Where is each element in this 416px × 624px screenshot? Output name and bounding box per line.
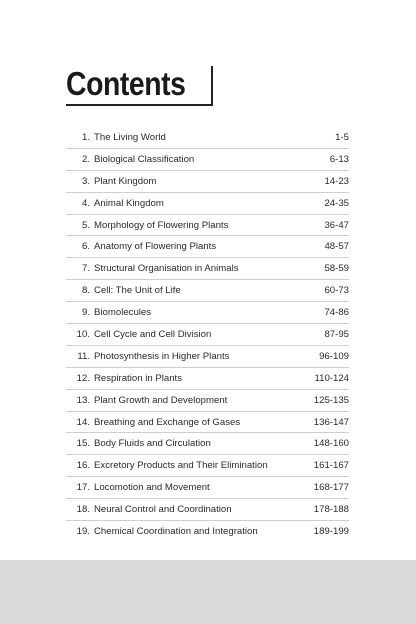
chapter-title: Chemical Coordination and Integration (94, 526, 258, 538)
chapter-number: 15. (76, 438, 90, 450)
toc-entry[interactable] (66, 149, 349, 171)
chapter-title: Cell Cycle and Cell Division (94, 328, 212, 340)
chapter-number: 3. (81, 175, 90, 187)
chapter-number: 12. (76, 372, 90, 384)
chapter-page-range: 136-147 (313, 416, 349, 428)
toc-entry[interactable] (66, 433, 349, 455)
chapter-page-range: 36-47 (324, 219, 349, 231)
toc-entry[interactable] (66, 521, 349, 543)
chapter-number: 9. (81, 307, 90, 319)
chapter-title: Plant Growth and Development (94, 394, 228, 406)
chapter-number: 1. (81, 131, 90, 143)
chapter-title: The Living World (94, 131, 166, 143)
toc-entry[interactable] (66, 127, 349, 149)
chapter-number: 8. (81, 285, 90, 297)
chapter-page-range: 74-86 (324, 307, 349, 319)
chapter-title: Biomolecules (94, 307, 152, 319)
chapter-page-range: 60-73 (324, 285, 349, 297)
toc-entry[interactable] (66, 193, 349, 215)
chapter-page-range: 87-95 (324, 328, 349, 340)
chapter-page-range: 178-188 (313, 504, 349, 516)
toc-entry[interactable] (66, 346, 349, 368)
chapter-title: Plant Kingdom (94, 175, 157, 187)
toc-entry[interactable] (66, 215, 349, 237)
toc-entry[interactable] (66, 499, 349, 521)
chapter-page-range: 125-135 (313, 394, 349, 406)
chapter-title: Neural Control and Coordination (94, 504, 232, 516)
toc-entry[interactable] (66, 236, 349, 258)
chapter-number: 4. (81, 197, 90, 209)
toc-entry[interactable] (66, 302, 349, 324)
chapter-title: Photosynthesis in Higher Plants (94, 350, 230, 362)
toc-entry[interactable] (66, 477, 349, 499)
contents-heading (66, 66, 213, 106)
chapter-title: Structural Organisation in Animals (94, 263, 239, 275)
chapter-page-range: 48-57 (324, 241, 349, 253)
chapter-page-range: 24-35 (324, 197, 349, 209)
chapter-page-range: 96-109 (319, 350, 349, 362)
chapter-title: Anatomy of Flowering Plants (94, 241, 217, 253)
chapter-number: 2. (81, 153, 90, 165)
chapter-number: 19. (76, 526, 90, 538)
chapter-number: 16. (76, 460, 90, 472)
chapter-title: Body Fluids and Circulation (94, 438, 211, 450)
chapter-number: 17. (76, 482, 90, 494)
toc-entry[interactable] (66, 280, 349, 302)
chapter-page-range: 58-59 (324, 263, 349, 275)
chapter-title: Breathing and Exchange of Gases (94, 416, 241, 428)
chapter-number: 14. (76, 416, 90, 428)
toc-entry[interactable] (66, 324, 349, 346)
chapter-page-range: 1-5 (335, 131, 349, 143)
chapter-title: Morphology of Flowering Plants (94, 219, 229, 231)
chapter-number: 11. (77, 350, 90, 362)
chapter-title: Cell: The Unit of Life (94, 285, 181, 297)
toc-entry[interactable] (66, 390, 349, 412)
page-title: Contents (66, 65, 186, 102)
chapter-page-range: 14-23 (324, 175, 349, 187)
chapter-page-range: 161-167 (313, 460, 349, 472)
chapter-page-range: 148-160 (313, 438, 349, 450)
toc-entry[interactable] (66, 412, 349, 434)
chapter-number: 13. (76, 394, 90, 406)
chapter-page-range: 189-199 (313, 526, 349, 538)
table-of-contents (66, 127, 349, 543)
chapter-page-range: 110-124 (314, 372, 349, 384)
chapter-number: 6. (81, 241, 90, 253)
chapter-title: Animal Kingdom (94, 197, 164, 209)
chapter-title: Biological Classification (94, 153, 195, 165)
chapter-page-range: 6-13 (329, 153, 349, 165)
chapter-title: Locomotion and Movement (94, 482, 210, 494)
footer-band (0, 560, 416, 624)
chapter-number: 5. (81, 219, 90, 231)
toc-entry[interactable] (66, 171, 349, 193)
chapter-number: 7. (81, 263, 90, 275)
chapter-title: Excretory Products and Their Elimination (94, 460, 268, 472)
chapter-number: 18. (76, 504, 90, 516)
toc-entry[interactable] (66, 258, 349, 280)
chapter-page-range: 168-177 (313, 482, 349, 494)
toc-entry[interactable] (66, 368, 349, 390)
toc-entry[interactable] (66, 455, 349, 477)
chapter-number: 10. (76, 328, 90, 340)
chapter-title: Respiration in Plants (94, 372, 182, 384)
